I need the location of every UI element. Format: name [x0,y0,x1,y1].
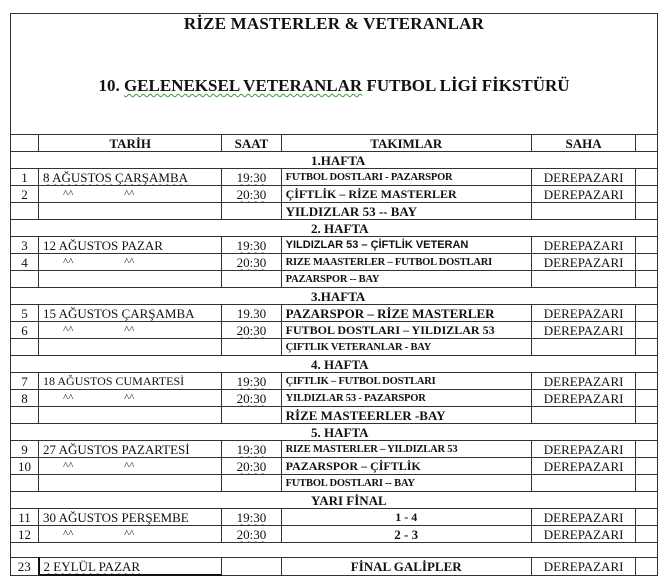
match-teams: FUTBOL DOSTLARI - PAZARSPOR [281,169,531,186]
empty-cell [39,271,222,288]
extra-cell [636,407,658,424]
title-box [10,13,658,134]
match-date: 2 EYLÜL PAZAR [43,558,141,574]
table-row [11,254,658,271]
week-header [11,424,658,441]
extra-cell [636,373,658,390]
extra-cell [636,458,658,475]
extra-cell [636,390,658,407]
table-row-bye [11,407,658,424]
table-row [11,186,658,203]
table-row-bye [11,475,658,492]
extra-cell [636,254,658,271]
match-time: 19:30 [236,237,267,253]
extra-cell [636,237,658,254]
header-date: TARİH [39,135,222,152]
match-time: 20:30 [236,526,267,542]
match-no: 9 [11,441,39,458]
match-venue: DEREPAZARI [531,186,636,203]
match-teams: YILDIZLAR 53 – ÇİFTLİK VETERAN [281,237,531,254]
header-venue: SAHA [531,135,636,152]
bye-team: FUTBOL DOSTLARI -- BAY [281,475,531,492]
subtitle-suffix: FUTBOL LİGİ FİKSTÜRÜ [362,76,570,95]
table-row [11,526,658,543]
bye-team: YILDIZLAR 53 -- BAY [281,203,531,220]
header-time: SAAT [222,135,281,152]
match-date: 30 AĞUSTOS PERŞEMBE [39,509,222,526]
match-teams: ÇIFTLIK – FUTBOL DOSTLARI [281,373,531,390]
empty-cell [11,475,39,492]
week-header [11,288,658,305]
extra-cell [636,203,658,220]
match-venue: DEREPAZARI [531,558,636,576]
match-date: 12 AĞUSTOS PAZAR [39,237,222,254]
match-date: 8 AĞUSTOS ÇARŞAMBA [43,169,188,185]
match-time: 19:30 [236,441,267,457]
extra-cell [636,509,658,526]
match-date-ditto: ^^ ^^ [39,526,222,543]
week-header [11,152,658,169]
extra-cell [636,322,658,339]
match-no: 10 [11,458,39,475]
week-label: 4. HAFTA [11,356,658,373]
match-teams: PAZARSPOR – RİZE MASTERLER [281,305,531,322]
header-no [11,135,39,152]
empty-cell [531,475,636,492]
extra-cell [636,339,658,356]
match-time: 20:30 [236,458,267,474]
match-no: 8 [11,390,39,407]
match-no: 2 [11,186,39,203]
match-venue: DEREPAZARI [531,305,636,322]
match-date-ditto: ^^ ^^ [39,390,222,407]
table-row [11,237,658,254]
empty-cell [531,203,636,220]
match-date: 18 AĞUSTOS CUMARTESİ [39,373,222,390]
match-no: 6 [11,322,39,339]
empty-cell [11,339,39,356]
subtitle-spellcheck-flagged: GELENEKSEL VETERANLAR [123,76,363,95]
table-row [11,458,658,475]
match-no: 11 [11,509,39,526]
spacer-cell [11,543,658,558]
empty-cell [39,203,222,220]
match-teams: 1 - 4 [281,509,531,526]
table-row [11,509,658,526]
match-teams: 2 - 3 [281,526,531,543]
match-venue: DEREPAZARI [531,322,636,339]
match-venue: DEREPAZARI [531,169,636,186]
empty-cell [39,475,222,492]
match-no: 4 [11,254,39,271]
document-subtitle [11,76,657,96]
bye-team: PAZARSPOR -- BAY [281,271,531,288]
match-venue: DEREPAZARI [531,526,636,543]
match-venue: DEREPAZARI [531,458,636,475]
match-venue: DEREPAZARI [531,254,636,271]
match-venue: DEREPAZARI [531,237,636,254]
match-time: 20:30 [236,186,267,202]
empty-cell [222,271,281,288]
match-time: 19:30 [236,373,267,389]
match-venue: DEREPAZARI [531,509,636,526]
header-teams: TAKIMLAR [281,135,531,152]
week-header [11,220,658,237]
match-date-ditto: ^^ ^^ [39,186,222,203]
match-venue: DEREPAZARI [531,390,636,407]
match-teams: RIZE MASTERLER – YILDIZLAR 53 [281,441,531,458]
bye-team: RİZE MASTEERLER -BAY [281,407,531,424]
match-date-ditto: ^^ ^^ [39,458,222,475]
match-date: 27 AĞUSTOS PAZARTESİ [39,441,222,458]
semifinal-header [11,492,658,509]
empty-cell [39,339,222,356]
week-label: 5. HAFTA [11,424,658,441]
match-time: 19:30 [236,509,267,525]
extra-cell [636,186,658,203]
table-row [11,322,658,339]
match-date: 15 AĞUSTOS ÇARŞAMBA [39,305,222,322]
table-row-bye [11,339,658,356]
bye-team: ÇIFTLIK VETERANLAR - BAY [281,339,531,356]
match-date-ditto: ^^ ^^ [39,322,222,339]
match-teams: FİNAL GALİPLER [281,558,531,576]
empty-cell [222,407,281,424]
table-row [11,390,658,407]
table-row [11,305,658,322]
empty-cell [531,407,636,424]
week-header [11,356,658,373]
empty-cell [222,475,281,492]
empty-cell [11,271,39,288]
empty-cell [531,339,636,356]
table-row-bye [11,203,658,220]
match-teams: RIZE MAASTERLER – FUTBOL DOSTLARI [281,254,531,271]
week-label: 3.HAFTA [11,288,658,305]
empty-cell [39,407,222,424]
subtitle-prefix: 10. [98,76,124,95]
empty-cell [531,271,636,288]
week-label: 2. HAFTA [11,220,658,237]
match-venue: DEREPAZARI [531,441,636,458]
empty-cell [222,203,281,220]
empty-cell [11,407,39,424]
week-label: 1.HAFTA [11,152,658,169]
match-date-ditto: ^^ ^^ [39,254,222,271]
match-no: 5 [11,305,39,322]
document-title: RİZE MASTERLER & VETERANLAR [183,14,485,33]
fixture-document [10,13,658,576]
table-row-bye [11,271,658,288]
extra-cell [636,558,658,576]
match-time: 20:30 [236,254,267,270]
match-no: 23 [11,558,39,576]
extra-cell [636,441,658,458]
match-time: 19.30 [222,305,281,322]
fixture-table [10,134,658,576]
match-no: 3 [11,237,39,254]
match-time [222,558,281,576]
match-teams: ÇİFTLİK – RİZE MASTERLER [281,186,531,203]
match-time: 20:30 [236,322,267,338]
match-time: 20:30 [236,390,267,406]
match-time: 19:30 [236,169,267,185]
empty-cell [222,339,281,356]
extra-cell [636,169,658,186]
final-row [11,558,658,576]
match-venue: DEREPAZARI [531,373,636,390]
spacer-row [11,543,658,558]
table-row [11,373,658,390]
extra-cell [636,305,658,322]
extra-cell [636,475,658,492]
table-row [11,169,658,186]
match-teams: PAZARSPOR – ÇİFTLİK [281,458,531,475]
match-no: 12 [11,526,39,543]
extra-cell [636,526,658,543]
table-row [11,441,658,458]
table-header-row [11,135,658,152]
match-teams: FUTBOL DOSTLARI – YILDIZLAR 53 [281,322,531,339]
match-no: 7 [11,373,39,390]
match-no: 1 [11,169,39,186]
week-label: YARI FİNAL [11,492,658,509]
extra-cell [636,271,658,288]
header-extra [636,135,658,152]
match-teams: YILDIZLAR 53 - PAZARSPOR [281,390,531,407]
empty-cell [11,203,39,220]
